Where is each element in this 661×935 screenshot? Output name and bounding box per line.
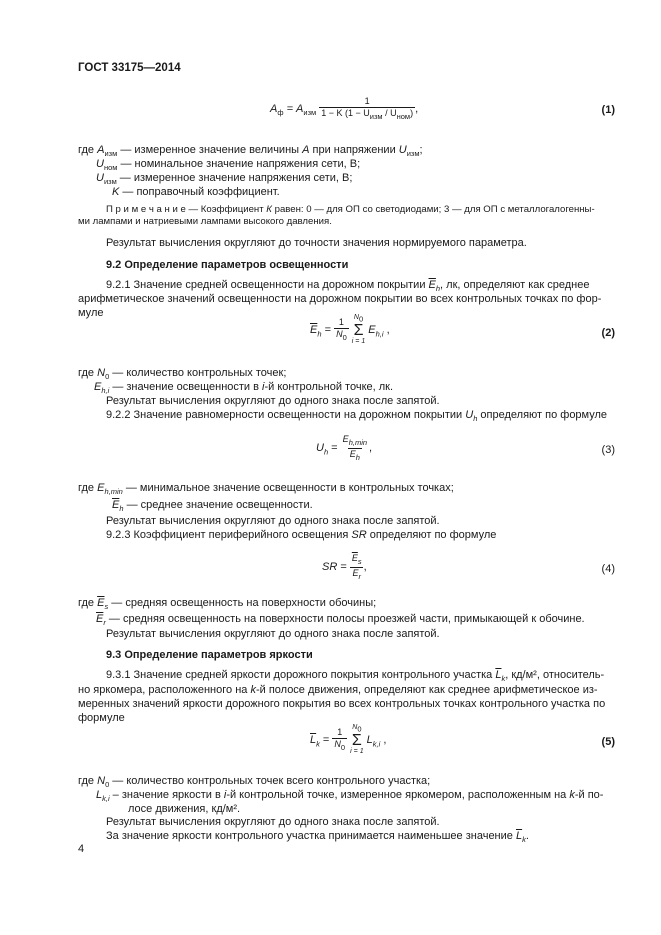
definition-u-nom: $U_{ном}$ — номинальное значение напряжения сети, В;: [96, 158, 361, 173]
note-line-2: ми лампами и натриевыми лампами высокого давления.: [78, 216, 332, 227]
document-header: ГОСТ 33175—2014: [78, 62, 181, 74]
equation-5: $\overline{L}_k$ = $\frac{1}{N_0}$ $N_0$ Σ i = 1 $L_{k,i}$ ,: [310, 724, 387, 756]
equation-1: $A_ф = A_{изм}$ $\frac{1}{1 - K (1 - U_{изм} / U_{ном})}$ ,: [270, 96, 419, 121]
definition-k: K — поправочный коэффициент.: [112, 186, 280, 198]
paragraph-9-3-1-line-4: формуле: [78, 712, 125, 724]
paragraph-rounding-3: Результат вычисления округляют до одного знака после запятой.: [106, 515, 440, 527]
definition-e-h-mean: $\overline{E}_h$ — среднее значение освещенности.: [112, 499, 313, 514]
paragraph-rounding-1: Результат вычисления округляют до точности значения нормируемого параметра.: [106, 237, 527, 249]
definition-e-hi: $E_{h,i}$ — значение освещенности в i-й контрольной точке, лк.: [94, 381, 394, 396]
paragraph-rounding-5: Результат вычисления округляют до одного знака после запятой.: [106, 816, 440, 828]
equation-4: SR = $\frac{\overline{E}_s}{\overline{E}_r}$ ,: [322, 553, 367, 581]
paragraph-9-2-1-line-3: муле: [78, 307, 104, 319]
equation-2: $\overline{E}_h$ = $\frac{1}{N_0}$ $N_0$ Σ i = 1 $E_{h,i}$ ,: [310, 314, 390, 346]
page-number: 4: [78, 843, 85, 855]
definition-l-ki-continued: лосе движения, кд/м².: [128, 803, 241, 815]
paragraph-9-3-1-line-1: 9.3.1 Значение средней яркости дорожного покрытия контрольного участка $\overline{L}_k$, кд/м², относитель-: [106, 669, 605, 684]
paragraph-final: За значение яркости контрольного участка принимается наименьшее значение $\overline{L}_k$.: [106, 830, 529, 845]
equation-3: $U_h$ = $\frac{E_{h,min}}{\overline{E}_h}$ ,: [316, 434, 373, 462]
section-9-3-heading: 9.3 Определение параметров яркости: [106, 649, 313, 661]
definition-e-r: $\overline{E}_r$ — средняя освещенность на поверхности полосы проезжей части, примыкающей к обочине.: [96, 613, 585, 628]
definition-n0-segment: где $N_0$ — количество контрольных точек всего контрольного участка;: [78, 775, 431, 790]
definition-n0: где $N_0$ — количество контрольных точек;: [78, 367, 287, 382]
definition-e-s: где $\overline{E}_s$ — средняя освещенность на поверхности обочины;: [78, 597, 377, 612]
definition-e-hmin: где $E_{h,min}$ — минимальное значение освещенности в контрольных точках;: [78, 482, 454, 497]
paragraph-9-2-1-line-2: арифметическое значений освещенности на дорожном покрытии во всех контрольных точках по фор-: [78, 293, 602, 305]
definition-a-izm: где $A_{изм}$ — измеренное значение величины A при напряжении $U_{изм}$;: [78, 144, 423, 159]
section-9-2-heading: 9.2 Определение параметров освещенности: [106, 259, 349, 271]
equation-1-number: (1): [601, 104, 615, 116]
definition-l-ki: $L_{k,i}$ – значение яркости в i-й контрольной точке, измеренное яркомером, расположенным на k-й по-: [96, 789, 604, 804]
equation-4-number: (4): [601, 563, 615, 575]
equation-3-number: (3): [601, 444, 615, 456]
equation-5-number: (5): [601, 736, 615, 748]
definition-u-izm: $U_{изм}$ — измеренное значение напряжения сети, В;: [96, 172, 353, 187]
paragraph-rounding-2: Результат вычисления округляют до одного знака после запятой.: [106, 395, 440, 407]
paragraph-9-2-2: 9.2.2 Значение равномерности освещенности на дорожном покрытии $U_h$ определяют по формуле: [106, 409, 608, 424]
equation-2-number: (2): [601, 327, 615, 339]
paragraph-9-2-3: 9.2.3 Коэффициент периферийного освещения SR определяют по формуле: [106, 529, 497, 541]
paragraph-rounding-4: Результат вычисления округляют до одного знака после запятой.: [106, 628, 440, 640]
note-line-1: П р и м е ч а н и е — Коэффициент К равен: 0 — для ОП со светодиодами; 3 — для ОП с металлогалогенны-: [106, 204, 595, 215]
paragraph-9-2-1-line-1: 9.2.1 Значение средней освещенности на дорожном покрытии $\overline{E}_h$, лк, определяют как среднее: [106, 279, 590, 294]
paragraph-9-3-1-line-3: меренных значений яркости дорожного покрытия во всех контрольных точках контрольного участка по: [78, 698, 606, 710]
paragraph-9-3-1-line-2: но яркомера, расположенного на k-й полосе движения, определяют как среднее арифметическое из-: [78, 684, 598, 696]
